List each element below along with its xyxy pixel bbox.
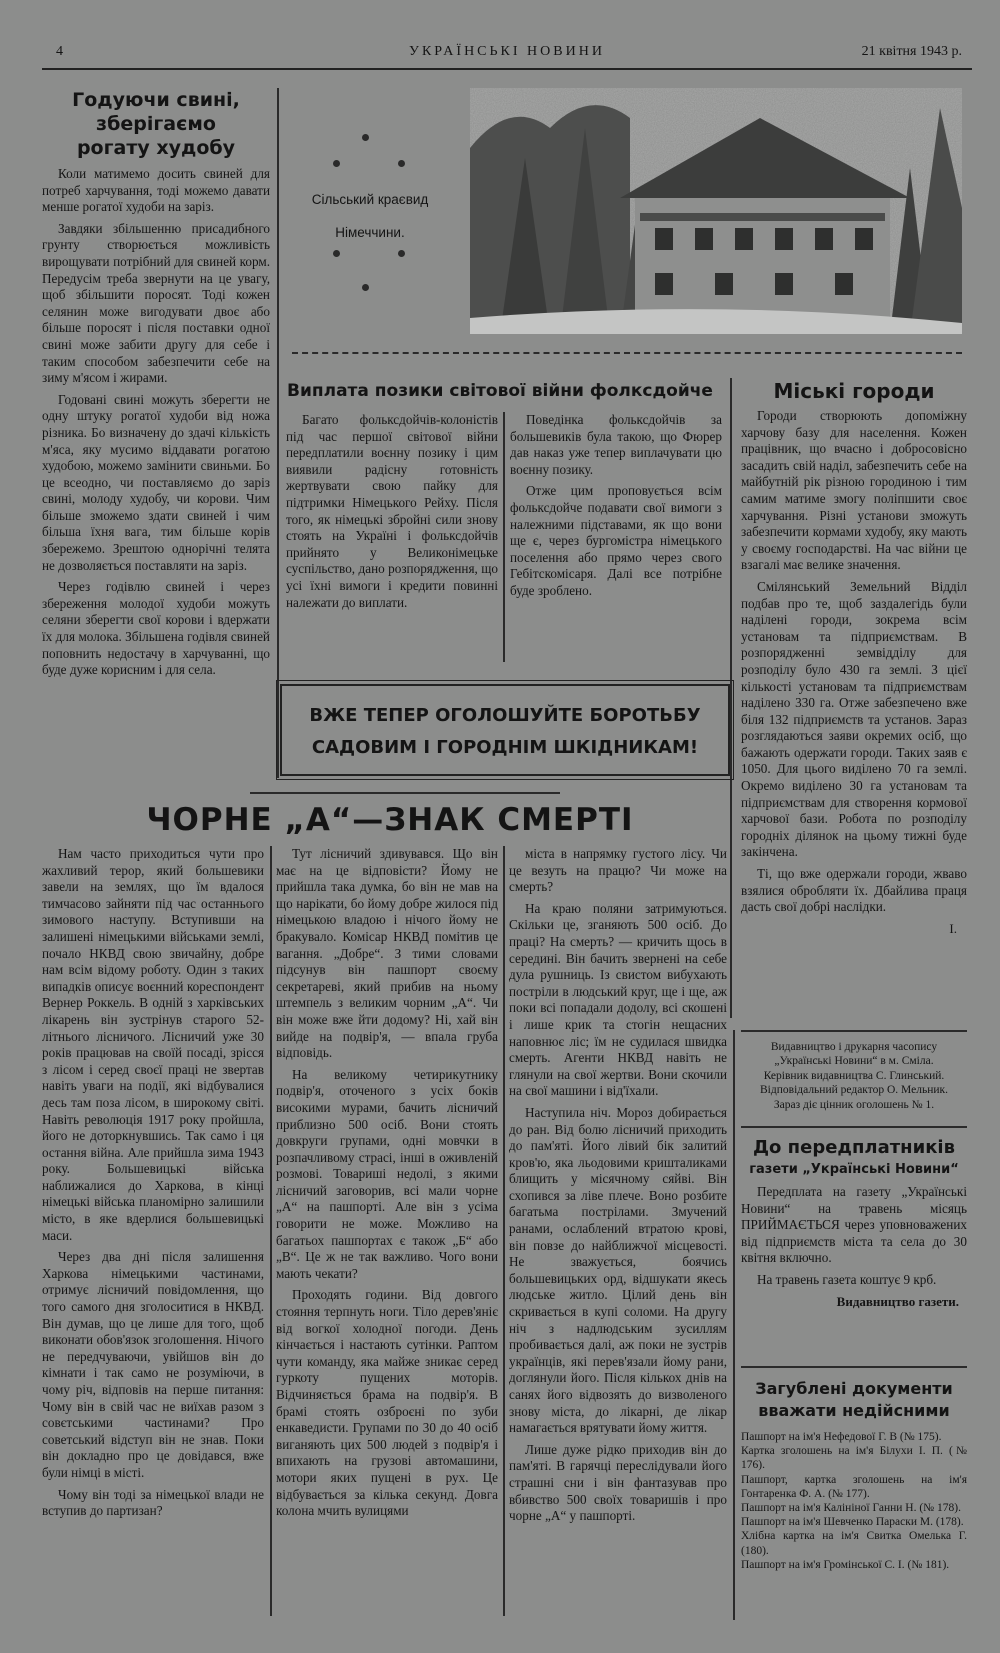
column-rule xyxy=(503,412,505,662)
pest-control-banner: ВЖЕ ТЕПЕР ОГОЛОШУЙТЕ БОРОТЬБУ САДОВИМ І ГОРОДНІМ ШКІДНИКАМ! xyxy=(280,684,730,776)
paragraph: Смілянський Земельний Відділ подбав про те, щоб заздалегідь були наділені городи, зокрема всім установам та підприємствам. В розпорядженні земвідділу для розподілу було 430 га землі. З цієї кількості установам та підприємствам наділено 330 га. Отже забезпечено вже біля 132 підприємств та установ. Зараз розглядаються заяви окремих осіб, що бажають одержати городи. Таких заяв є 1050. Для цього виділено 70 га землі. Окремо виділено 30 га установам та підприємствам для створення кормової харчової бази. Робота по розподілу городніх ділянок на цьому тижні буде закінчена. xyxy=(741,578,967,860)
paragraph: міста в напрямку густого лісу. Чи це везуть на працю? Чи може на смерть? xyxy=(509,846,727,895)
section-rule xyxy=(741,1366,967,1368)
paragraph: Поведінка фольксдойчів за большевиків була такою, що Фюрер дав наказ уже тепер виплачувати цю воєнну позику. xyxy=(510,412,722,477)
section-divider xyxy=(292,352,962,354)
page-number: 4 xyxy=(56,44,63,59)
list-item: Пашпорт на ім'я Шевченко Параски М. (178). xyxy=(741,1516,964,1529)
paragraph: Коли матимемо досить свиней для потреб харчування, тоді можемо давати менше рогатої худоби на заріз. xyxy=(42,166,270,215)
article-gardens-title: Міські городи xyxy=(773,379,935,403)
article-loan-col1 xyxy=(286,412,498,616)
village-landscape-photo xyxy=(470,88,962,334)
paragraph: Лише дуже рідко приходив він до пам'яті. В гарячці переслідували його страшні сни і він фантазував про вбивство 500 своїх товаришів і про чорне „А“ у пашпорті. xyxy=(509,1441,727,1524)
subscribers-subtitle: газети „Українські Новини“ xyxy=(749,1162,959,1177)
column-rule xyxy=(503,846,505,1616)
list-item: Пашпорт, картка зголошень на ім'я Гонтаренка Ф. А. (№ 177). xyxy=(741,1473,967,1500)
masthead: УКРАЇНСЬКІ НОВИНИ xyxy=(409,44,605,59)
lost-documents-title: Загублені документи вважати недійсними xyxy=(755,1379,953,1420)
imprint: Видавництво і друкарня часопису „Українські Новини“ в м. Сміла. Керівник видавництва С. Глинський. Відповідальний редактор О. Мельник. Зараз діє цінник оголошень № 1. xyxy=(760,1041,948,1111)
article-black-a-col1 xyxy=(42,846,264,1525)
article-gardens xyxy=(741,378,967,937)
list-item: Хлібна картка на ім'я Свитка Омелька Г. (180). xyxy=(741,1530,967,1557)
article-black-a-col2 xyxy=(276,846,498,1525)
section-rule xyxy=(741,1030,967,1032)
paragraph: Через годівлю свиней і через збереження молодої худоби можуть селяни зберегти свої корови і вдержати їх для молока. Збільшена годівля свиней поповнить недостачу в харчуванні, що буде дуже корисним і для села. xyxy=(42,579,270,678)
article-gardens-body xyxy=(741,408,967,916)
paragraph: Тут лісничий здивувався. Що він має на це відповісти? Йому не прийшла така думка, бо він не мав на що нарікати, бо йому добре жилося під німецькою владою і нічого йому не бракувало. Комісар НКВД помітив це вагання. „Добре“. З тими словами підсунув він пашпорт своєму секретареві, який прибив на ньому штемпель з великим чорним „А“. Чи він може вже йти додому? Ні, хай він вийде на подвір'я, — впала груба відповідь. xyxy=(276,846,498,1061)
article-loan-col2 xyxy=(510,412,722,605)
paragraph: Багато фольксдойчів-колоністів під час першої світової війни передплатили воєнну позику і цим виявили радісну готовність жертвувати свою пайку для підтримки Німецького Рейху. Після того, як німецькі збройні сили знову стоять на Україні і фольксдойчів прийнято у Великонімецьке суспільство, дано розпорядження, що усі їхні вимоги і кредити повинні належати до виплати. xyxy=(286,412,498,610)
paragraph: Завдяки збільшенню присадибного грунту створюється можливість вирощувати потрібний для свиней корм. Передусім треба звернути на це увагу, щоб збільшити поросят. Тоді кожен селянин може вигодувати двоє або більше поросят і після поставки одної свині може забити другу для себе і таким способом забезпечити себе на зиму м'ясом і жирами. xyxy=(42,220,270,386)
paragraph: На великому четирикутнику подвір'я, оточеного з усіх боків високими мурами, бачить лісничий приблизно 500 осіб. Вони стоять довкруги групами, одні мовчки в розпачливому страсі, інші в оживленій розмові. Товариші недолі, з якими лісничий заговорив, всі мали чорне „А“ на пашпорті. Але він з усіма говорити не може. Можливо на багатьох пашпортах є також „Б“ або „В“. Це ж не так важливо. Чого вони мають чекати? xyxy=(276,1066,498,1281)
article-pigs xyxy=(42,88,270,684)
column-rule xyxy=(733,1030,735,1620)
issue-date: 21 квітня 1943 р. xyxy=(861,44,962,59)
paragraph: Наступила ніч. Мороз добирається до ран. Від болю лісничий приходить до пам'яті. Його лівий бік залитий кров'ю, яка льодовими кришталиками блищить у місячному сяйві. Він схопився за ліве плече. Воно розбите багатьма пострілами. Змучений ранами, ослаблений втратою крові, він повзе до найближчої місцевості. Не зважується, боячись большевицьких орд, відшукати якесь людське житло. Цілий день він скривається в купі соломи. На другу ніч з надлюдським зусиллям пробивається далі, аж поки не зустрів українців, які перев'язали йому рани, доглянули його. Після кількох днів на санях його відвозять до визволеного знову міста, до лікарні, де лікар намагається врятувати йому життя. xyxy=(509,1104,727,1436)
decorative-dot xyxy=(398,160,405,167)
article-pigs-body xyxy=(42,166,270,679)
paragraph: Годовані свині можуть зберегти не одну штуку рогатої худоби від ножа різника. Бо визначену до здачі кількість м'яса, яку мусимо віддавати рогатою худобою, можемо замінити свиньми. Бо це всеодно, чи поставляємо до заріз свині, молоду худобу, чи корови. Чим більше зможемо здати свиней і чим більша їхня вага, тим більше корів збережемо. Зрештою однорічні телята не дозволяється поставляти на заріз. xyxy=(42,391,270,573)
subscribers-signature: Видавництво газети. xyxy=(836,1293,959,1309)
column-rule xyxy=(270,846,272,1616)
decorative-dot xyxy=(333,160,340,167)
article-black-a-col3 xyxy=(509,846,727,1530)
list-item: Картка зголошень на ім'я Білухи І. П. (№ 176). xyxy=(741,1445,967,1472)
paragraph: Проходять години. Від довгого стояння терпнуть ноги. Тіло дерев'яніє від вогкої холодної погоди. День кінчається і настають сутінки. Раптом чути команду, яка майже зникає серед гуркоту пущених моторів. Відчиняється брама на подвір'я. В брамі стоять озброєні по зуби енкаведисти. Групами по 30 до 40 осіб виганяють цих 500 людей з подвір'я і впихають на грузові автомашини, мотори яких пущені в рух. Це відбувається за кілька секунд. Довга колона мчить вулицями xyxy=(276,1287,498,1519)
decorative-dot xyxy=(362,284,369,291)
subscribers-notice xyxy=(741,1136,967,1310)
lost-documents-notice xyxy=(741,1378,967,1572)
paragraph: На травень газета коштує 9 крб. xyxy=(757,1271,937,1287)
subscribers-title: До передплатників xyxy=(753,1137,955,1158)
paragraph: Отже цим проповується всім фольксдойче подавати свої вимоги з належними підставами, як що вони ще є, через бургомістра німецького поселення або прямо через свого Гебітскомісаря. Далі все потрібне буде зроблено. xyxy=(510,483,722,598)
article-pigs-title: Годуючи свині, зберігаємо рогату худобу xyxy=(72,89,240,159)
page-header xyxy=(42,40,972,70)
paragraph: Нам часто приходиться чути про жахливий терор, який большевики завели на землях, що їм вдалося тимчасово зайняти під час останнього зимового наступу. Вступивши на залишені німецькими військами землі, почало НКВД свою звичайну, добре нам всім відому роботу. Один з таких випадків описує воєнний кореспондент Вернер Роккель. В одній з харківських лікарень він зустрінув старого 52-літнього лісничого. Лісничий уже 30 років працював на своїй посаді, зрісся з лісом і серед своєї праці не звертав навіть уваги на події, які відбувалися десь там поза лісом, в широкому світі. Навіть революція 1917 року пройшла, його не доторкнувшись. Так само і ця остання війна. Але прийшла зима 1943 року. Большевицькі війська наближалися до Харкова, в кінці німецькі війська планомірно залишили місто, в яке вдерлися большевицькі маси. xyxy=(42,846,264,1243)
decorative-dot xyxy=(362,134,369,141)
article-black-a-title: ЧОРНЕ „А“—ЗНАК СМЕРТІ xyxy=(146,802,634,838)
paragraph: На краю поляни затримуються. Скільки це, зганяють 500 осіб. До праці? На смерть? — кричить щось в середині. Він бачить звернені на себе дула рушниць. Із свистом вибухають постріли в людський круг, ще і ще, аж поки всі попадали додолу, всі скошені і лише крик та стогін нещасних наповнює ліс; їм не судилася швидка смерть. Агенти НКВД навіть не глянули на свої жертви. Вони скочили на свої машини і від'їхали. xyxy=(509,900,727,1099)
article-gardens-signature: І. xyxy=(949,920,957,936)
list-item: Пашпорт на ім'я Калініної Ганни Н. (№ 178). xyxy=(741,1502,961,1515)
photo-caption: Сільський краєвид Німеччини. xyxy=(311,192,429,240)
decorative-dot xyxy=(333,250,340,257)
decorative-dot xyxy=(398,250,405,257)
paragraph: Передплата на газету „Українські Новини“ на травень місяць ПРИЙМАЄТЬСЯ через уповноважених від підприємств міста та села до 30 квітня включно. xyxy=(741,1184,967,1266)
list-item: Пашпорт на ім'я Громінської С. І. (№ 181). xyxy=(741,1558,950,1571)
column-rule xyxy=(730,378,732,1018)
paragraph: Ті, що вже одержали городи, жваво взялися обробляти їх. Дбайлива праця дасть свої добрі наслідки. xyxy=(741,866,967,915)
paragraph: Чому він тоді за німецької влади не вступив до партизан? xyxy=(42,1486,264,1519)
paragraph: Через два дні після залишення Харкова німецькими частинами, отримує лісничий повідомлення, що того самого дня зголоситися в НКВД. Він думав, що це лише для того, щоб виконати обов'язок зголошення. Нічого не передчуваючи, увійшов він до кімнати і так само не розуміючи, в чому річ, відповів на перше питання: Чому він в свій час не виїхав разом з совєтськими частинами? Про советський відступ він не знав. Поки він докладно про це довідався, вже були німці в місті. xyxy=(42,1249,264,1480)
paragraph: Городи створюють допоміжну харчову базу для населення. Кожен працівник, що вчасно і добросовісно засадить свій наділ, забезпечить себе на майбутній рік різною городиною і тим самим матиме змогу поліпшити своє харчування. Різні установи зможуть забезпечити кормами худобу, яку мають у своєму господарстві. На час війни це взагалі має велике значення. xyxy=(741,408,967,573)
section-rule xyxy=(741,1126,967,1128)
column-rule xyxy=(277,88,279,778)
article-loan-title: Виплата позики світової війни фолксдойче xyxy=(287,381,713,401)
list-item: Пашпорт на ім'я Нефедової Г. В (№ 175). xyxy=(741,1431,942,1443)
headline-rule xyxy=(250,792,560,794)
